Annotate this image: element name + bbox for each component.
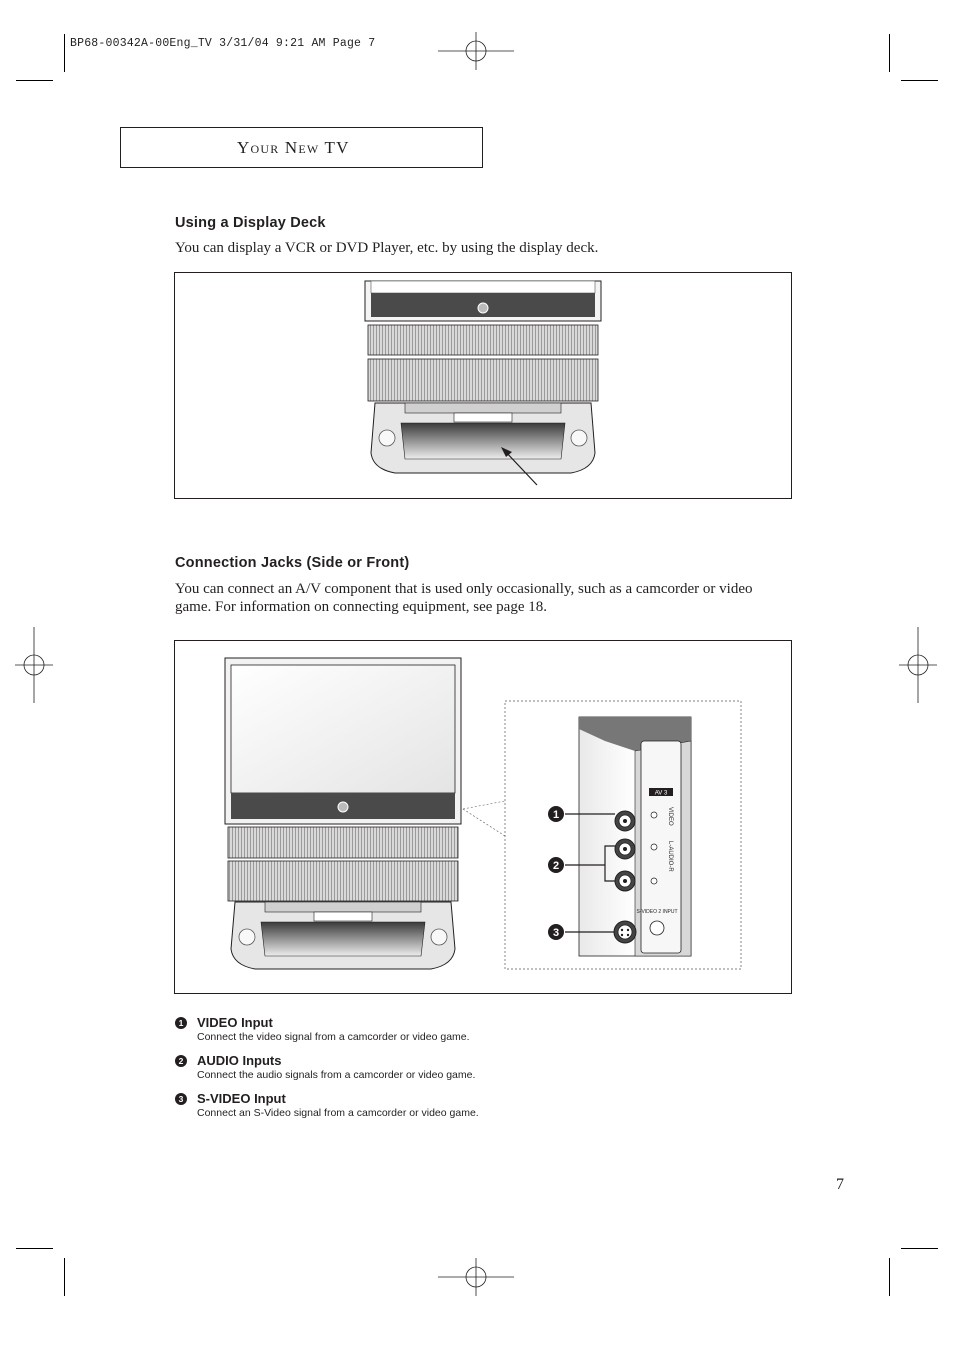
audio-jack-right: [615, 839, 635, 859]
item-number-badge: 2: [175, 1055, 187, 1067]
item-number-badge: 1: [175, 1017, 187, 1029]
audio-jack-label: L-AUDIO-R: [667, 841, 673, 872]
svideo-jack: [614, 921, 636, 943]
connection-jacks-body: You can connect an A/V component that is used only occasionally, such as a camcorder or video game. For information on connecting equipment, see page 18.: [175, 581, 753, 615]
tv-display-deck-illustration: [175, 273, 791, 498]
connection-jacks-heading: Connection Jacks (Side or Front): [175, 555, 410, 571]
section-header-box: [120, 127, 483, 168]
section-header-title: Your New TV: [237, 138, 350, 157]
tv-side-jacks-illustration: [175, 641, 791, 993]
print-slug: BP68-00342A-00Eng_TV 3/31/04 9:21 AM Page 7: [70, 37, 376, 50]
item-description: Connect an S-Video signal from a camcorder or video game.: [197, 1107, 479, 1119]
display-deck-body: You can display a VCR or DVD Player, etc. by using the display deck.: [175, 240, 599, 256]
svg-text:1: 1: [552, 809, 560, 821]
item-description: Connect the audio signals from a camcorder or video game.: [197, 1069, 476, 1081]
display-deck-heading: Using a Display Deck: [175, 215, 326, 231]
audio-jack-left: [615, 871, 635, 891]
item-title: S-VIDEO Input: [197, 1091, 286, 1106]
video-jack-label: VIDEO: [667, 807, 673, 826]
svg-text:3: 3: [552, 927, 560, 939]
av3-label: AV 3: [654, 790, 668, 797]
item-title: VIDEO Input: [197, 1015, 273, 1030]
page-number: 7: [836, 1176, 844, 1193]
video-jack: [615, 811, 635, 831]
svideo-input-label: S-VIDEO 2 INPUT: [636, 909, 678, 915]
item-description: Connect the video signal from a camcorder or video game.: [197, 1031, 470, 1043]
connection-jacks-figure: [174, 640, 792, 994]
svg-text:2: 2: [552, 860, 560, 872]
item-title: AUDIO Inputs: [197, 1053, 282, 1068]
display-deck-figure: [174, 272, 792, 499]
item-number-badge: 3: [175, 1093, 187, 1105]
